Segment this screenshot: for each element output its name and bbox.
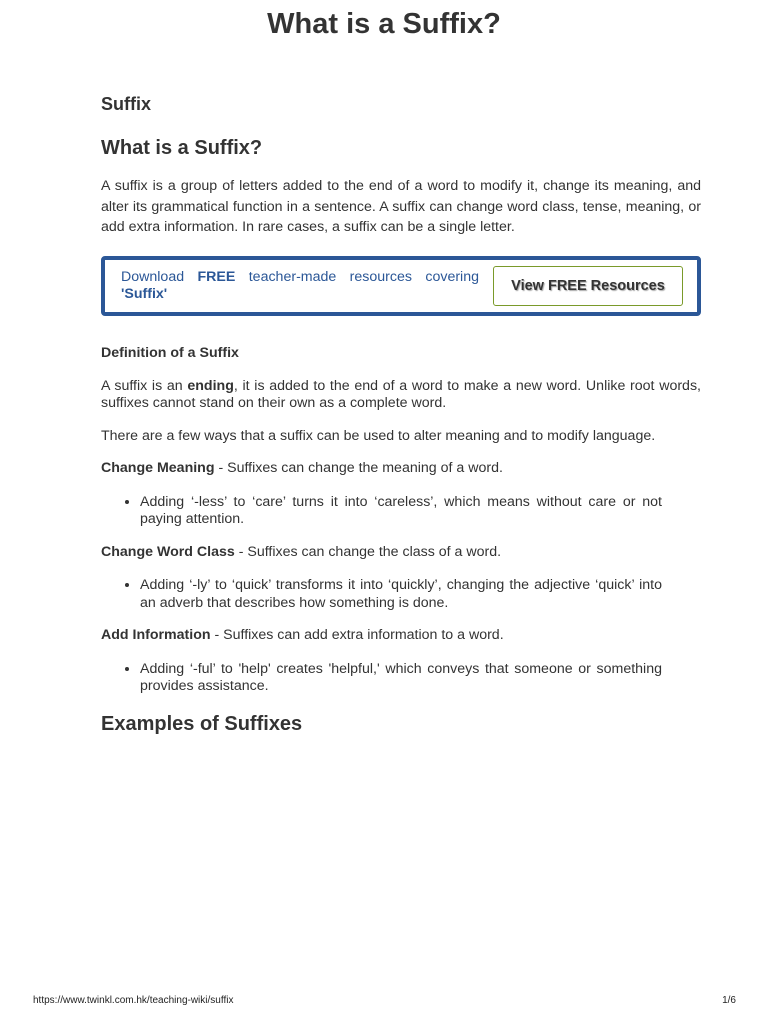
banner-topic: 'Suffix' xyxy=(121,285,168,302)
banner-text-post: teacher-made resources covering xyxy=(235,268,479,285)
topic-label: Suffix xyxy=(101,94,152,114)
change-meaning-list xyxy=(101,494,662,529)
change-word-class-desc: - Suffixes can change the class of a word. xyxy=(234,543,502,560)
change-word-class-list xyxy=(101,577,662,612)
change-word-class-title: Change Word Class xyxy=(101,543,235,560)
change-word-class-paragraph xyxy=(101,544,701,562)
definition-pre: A suffix is an xyxy=(101,377,188,394)
add-information-desc: - Suffixes can add extra information to a word. xyxy=(210,627,504,643)
add-information-paragraph xyxy=(101,627,701,645)
page-number: 1/6 xyxy=(722,995,736,1006)
examples-heading: Examples of Suffixes xyxy=(101,712,303,735)
intro-paragraph: A suffix is a group of letters added to the end of a word to modify it, change its meaning, and alter its grammatical function in a sentence. A suffix can change word class, tense, meaning, or add extra information. In rare cases, a suffix can be a single letter. xyxy=(101,178,701,235)
section-heading: What is a Suffix? xyxy=(101,137,263,159)
definition-post: , it is added to the end of a word to make a new word. Unlike root words, suffixes cannot stand on their own as a complete word. xyxy=(101,377,701,411)
change-meaning-title: Change Meaning xyxy=(101,460,215,476)
change-meaning-desc: - Suffixes can change the meaning of a word. xyxy=(214,460,503,476)
resources-banner xyxy=(101,256,701,316)
banner-text xyxy=(121,269,479,303)
ways-paragraph: There are a few ways that a suffix can be used to alter meaning and to modify language. xyxy=(101,427,656,444)
page-title: What is a Suffix? xyxy=(267,8,501,40)
add-information-title: Add Information xyxy=(101,627,211,643)
footer-url: https://www.twinkl.com.hk/teaching-wiki/suffix xyxy=(33,995,234,1006)
change-meaning-paragraph xyxy=(101,460,701,478)
definition-heading: Definition of a Suffix xyxy=(101,344,239,361)
definition-paragraph xyxy=(101,378,701,413)
list-item: • Adding ‘-ly’ to ‘quick’ transforms it into ‘quickly’, changing the adjective ‘quick’ into an adverb that describes how something is done. xyxy=(140,577,662,612)
add-information-list xyxy=(101,661,662,696)
article-content xyxy=(101,92,701,737)
list-item: • Adding ‘-less’ to ‘care’ turns it into ‘careless’, which means without care or not paying attention. xyxy=(140,494,662,529)
definition-bold: ending xyxy=(187,377,234,394)
banner-text-pre: Download xyxy=(121,268,198,285)
banner-free-text: FREE xyxy=(197,268,236,285)
view-free-resources-button[interactable]: View FREE Resources xyxy=(493,266,683,306)
list-item: • Adding ‘-ful’ to 'help' creates 'helpful,' which conveys that someone or something provides assistance. xyxy=(140,661,662,696)
